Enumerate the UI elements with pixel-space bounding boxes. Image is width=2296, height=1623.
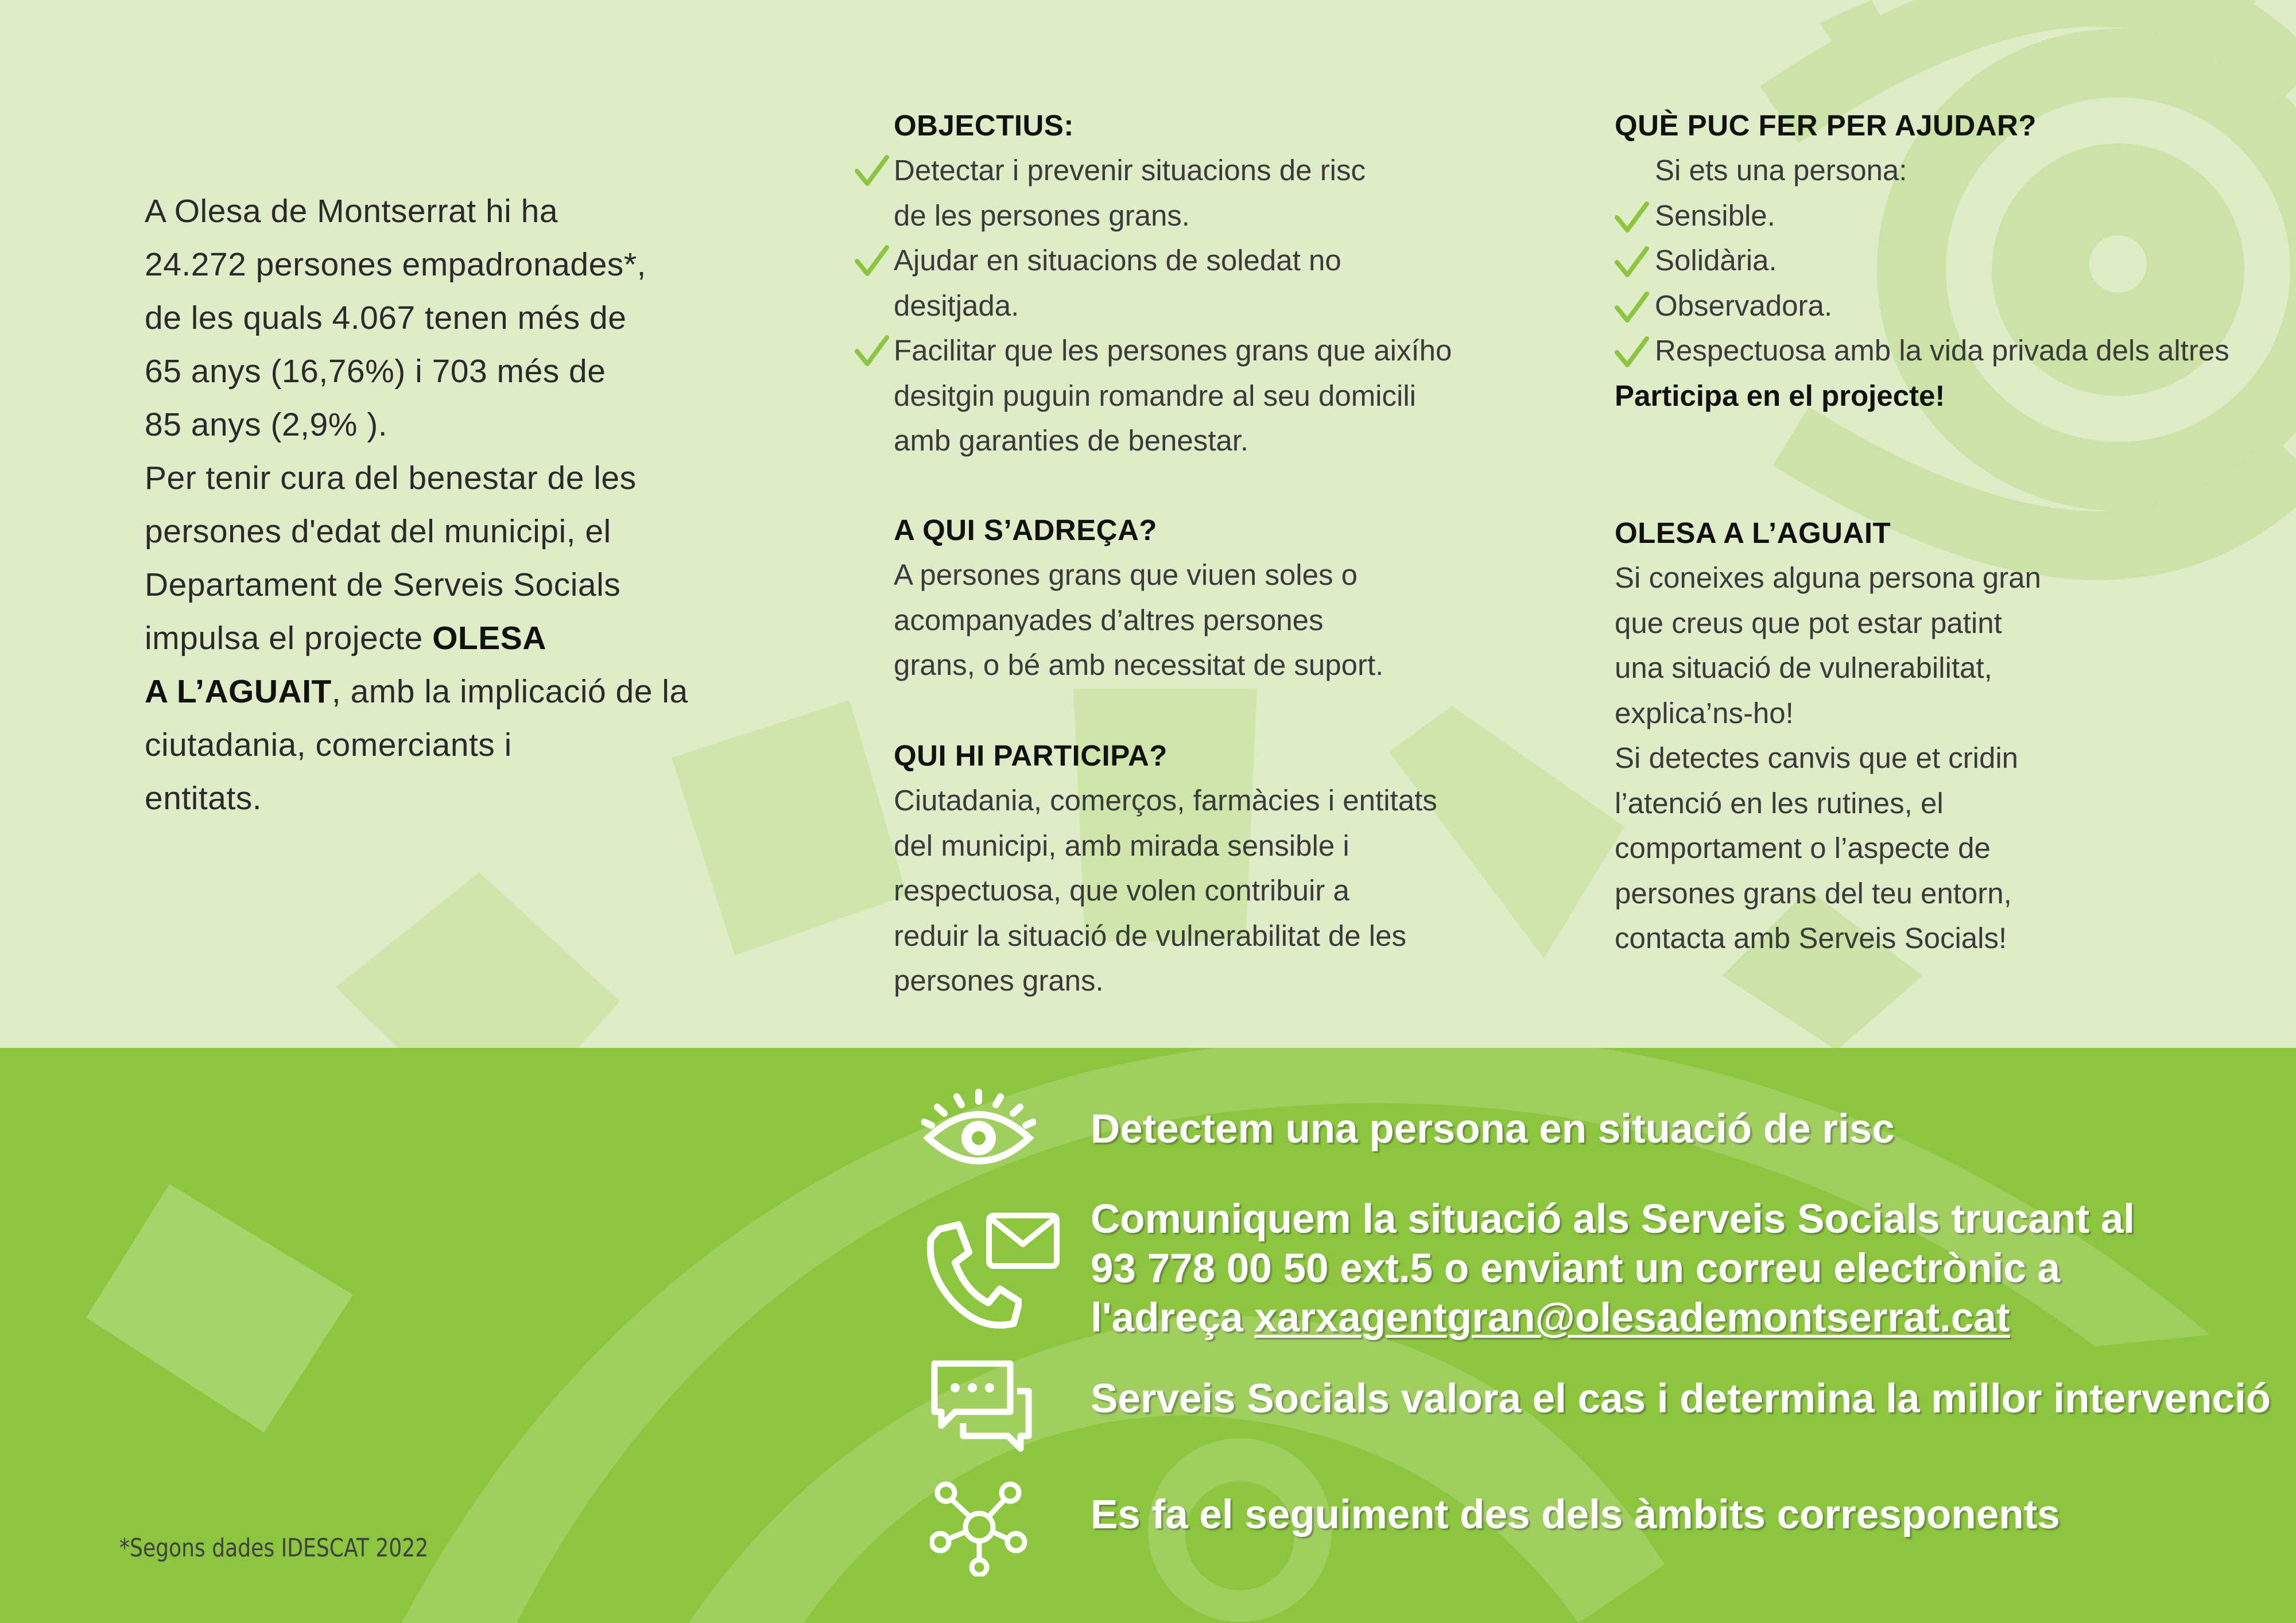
section-line: Ciutadania, comerços, farmàcies i entitats — [894, 784, 1437, 817]
call-to-action: Participa en el projecte! — [1615, 379, 1945, 412]
intro-line — [145, 665, 747, 719]
intro-line: entitats. — [145, 780, 262, 817]
list-item-text: Sensible. — [1655, 199, 1775, 232]
project-name-bold: A L’AGUAIT — [145, 673, 332, 710]
step-communicate — [1091, 1195, 2135, 1343]
intro-line: Per tenir cura del benestar de les — [145, 460, 637, 496]
section-line: persones grans del teu entorn, — [1615, 876, 2012, 910]
intro-line: 85 anys (2,9% ). — [145, 406, 388, 443]
intro-line: 65 anys (16,76%) i 703 més de — [145, 353, 606, 390]
step-followup: Es fa el seguiment des dels àmbits corresponents — [1091, 1492, 2060, 1537]
intro-line: Departament de Serveis Socials — [145, 566, 621, 603]
step-line: 93 778 00 50 ext.5 o enviant un correu electrònic a — [1091, 1246, 2061, 1291]
adreca-section — [894, 508, 1525, 688]
section-line: reduir la situació de vulnerabilitat de les — [894, 919, 1406, 952]
intro-text-part: impulsa el projecte — [145, 620, 433, 657]
section-line: grans, o bé amb necessitat de suport. — [894, 649, 1384, 681]
list-item — [1615, 284, 2275, 329]
list-item — [1615, 328, 2275, 374]
section-line: contacta amb Serveis Socials! — [1615, 922, 2007, 954]
step-line — [1091, 1294, 2135, 1343]
list-item-text: Detectar i prevenir situacions de risc — [894, 154, 1366, 187]
section-line: acompanyades d’altres persones — [894, 603, 1324, 636]
checkmark-icon — [1615, 290, 1649, 325]
project-name-bold: OLESA — [432, 620, 546, 657]
section-line: Si coneixes alguna persona gran — [1615, 561, 2041, 594]
section-line: que creus que pot estar patint — [1615, 606, 2002, 639]
checkmark-icon — [1615, 245, 1649, 279]
chat-bubbles-icon — [930, 1359, 1033, 1454]
checkmark-icon — [855, 244, 889, 278]
aguait-section — [1615, 511, 2275, 961]
list-item-text: Observadora. — [1655, 289, 1832, 322]
intro-line: 24.272 persones empadronades*, — [145, 246, 646, 283]
step-line: Comuniquem la situació als Serveis Socials trucant al — [1091, 1197, 2135, 1242]
section-heading: OLESA A L’AGUAIT — [1615, 517, 1891, 549]
intro-line: de les quals 4.067 tenen més de — [145, 300, 627, 336]
section-heading: QUI HI PARTICIPA? — [894, 739, 1168, 772]
section-heading: A QUI S’ADREÇA? — [894, 514, 1157, 546]
list-item — [1615, 193, 2275, 239]
objectius-section — [894, 103, 1525, 464]
section-line: persones grans. — [894, 964, 1104, 997]
list-item — [894, 238, 1525, 328]
footnote: *Segons dades IDESCAT 2022 — [119, 1533, 429, 1563]
list-item-text: Facilitar que les persones grans que aixího — [894, 334, 1452, 367]
list-item — [894, 148, 1525, 238]
list-item-text: Solidària. — [1655, 244, 1777, 277]
envelope-icon — [986, 1212, 1060, 1269]
list-item — [1615, 238, 2275, 284]
intro-line: persones d'edat del municipi, el — [145, 513, 611, 550]
section-heading: OBJECTIUS: — [894, 109, 1074, 142]
section-line: respectuosa, que volen contribuir a — [894, 874, 1349, 907]
section-line: explica’ns-ho! — [1615, 696, 1794, 729]
network-icon — [930, 1478, 1029, 1577]
section-line: comportament o l’aspecte de — [1615, 832, 1991, 864]
list-item-text: amb garanties de benestar. — [894, 424, 1249, 457]
checkmark-icon — [855, 334, 889, 368]
intro-line: A Olesa de Montserrat hi ha — [145, 193, 559, 230]
step-line-part: l'adreça — [1091, 1295, 1255, 1341]
section-line: l’atenció en les rutines, el — [1615, 786, 1944, 820]
list-item-text: de les persones grans. — [894, 199, 1190, 232]
step-evaluate: Serveis Socials valora el cas i determina la millor intervenció — [1091, 1376, 2271, 1422]
intro-text-part: , amb la implicació de la — [331, 673, 688, 710]
checkmark-icon — [1615, 335, 1649, 370]
list-item — [894, 328, 1525, 464]
section-line: del municipi, amb mirada sensible i — [894, 829, 1349, 862]
section-line: Si detectes canvis que et cridin — [1615, 741, 2019, 774]
section-line: Si ets una persona: — [1655, 154, 1907, 187]
list-item-text: Ajudar en situacions de soledat no — [894, 244, 1341, 277]
eye-icon — [921, 1088, 1036, 1174]
intro-text — [145, 185, 747, 825]
checkmark-icon — [1615, 200, 1649, 235]
email-link[interactable]: xarxagentgran@olesademontserrat.cat — [1254, 1295, 2010, 1341]
section-line: A persones grans que viuen soles o — [894, 558, 1358, 591]
list-item-text: desitgin puguin romandre al seu domicili — [894, 379, 1417, 412]
participa-section — [894, 733, 1525, 1004]
section-heading: QUÈ PUC FER PER AJUDAR? — [1615, 109, 2037, 142]
step-detect: Detectem una persona en situació de risc — [1091, 1106, 1895, 1152]
section-line: una situació de vulnerabilitat, — [1615, 651, 1992, 684]
ajudar-section — [1615, 103, 2275, 418]
intro-line — [145, 612, 747, 665]
intro-line: ciutadania, comerciants i — [145, 727, 512, 763]
checkmark-icon — [855, 154, 889, 188]
list-item-text: Respectuosa amb la vida privada dels altres — [1655, 334, 2229, 367]
list-item-text: desitjada. — [894, 289, 1019, 322]
